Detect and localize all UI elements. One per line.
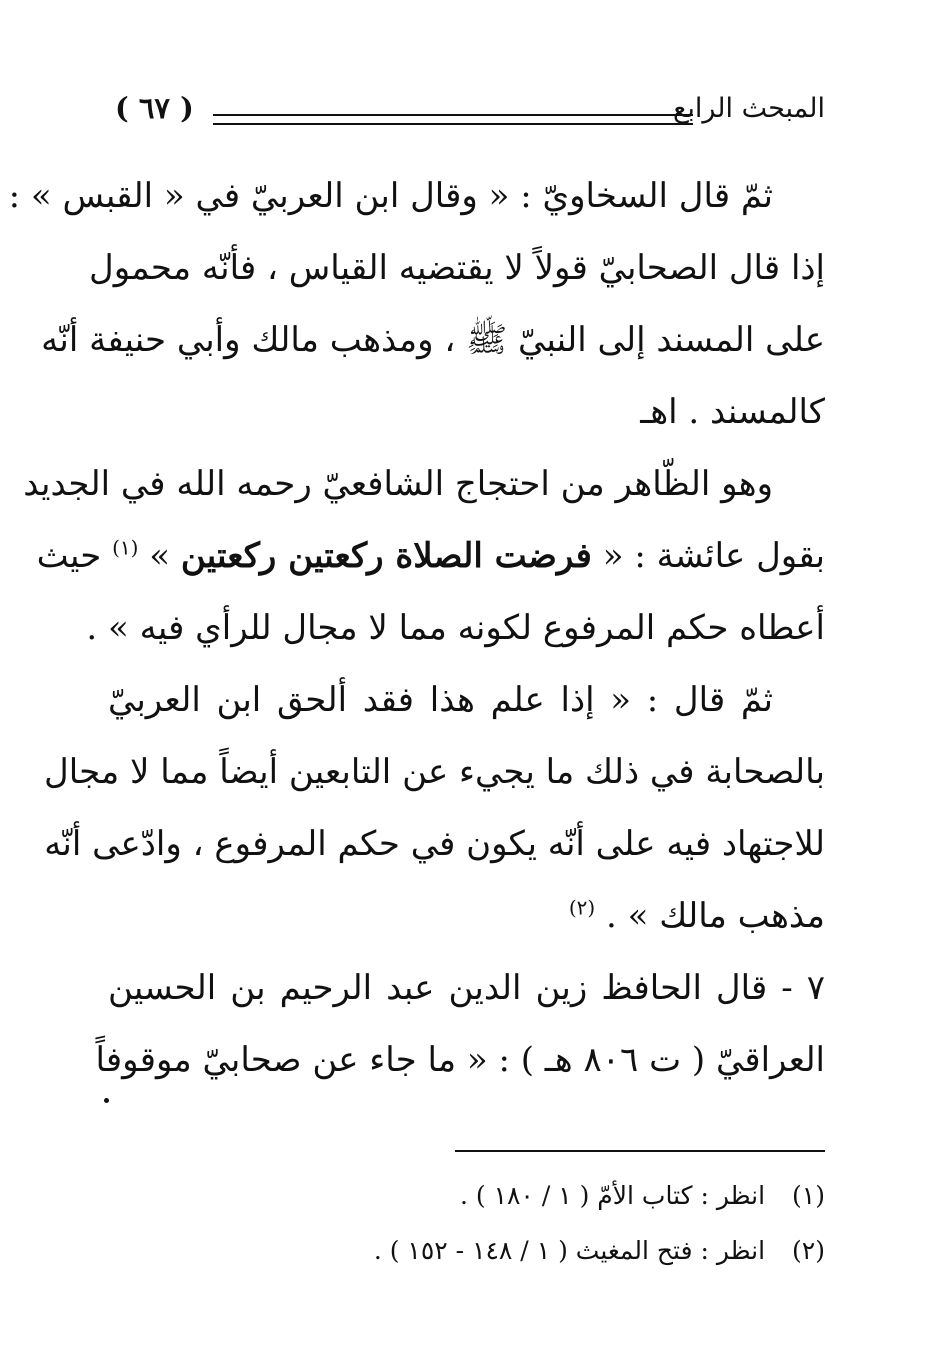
footnote-separator (455, 1150, 825, 1152)
text-line-2: إذا قال الصحابيّ قولاً لا يقتضيه القياس ، فأنّه محمول (89, 248, 825, 288)
text-line-7: أعطاه حكم المرفوع لكونه مما لا مجال للرأي فيه » . (86, 608, 825, 648)
footnote-text: انظر : كتاب الأمّ ( ١ / ١٨٠ ) . (459, 1181, 766, 1210)
main-text (8, 160, 825, 1096)
footnote-ref-2[interactable]: (٢) (568, 895, 596, 920)
text-line-11 (108, 880, 825, 952)
text-line-5: وهو الظّاهر من احتجاج الشافعيّ رحمه الله في الجديد (23, 464, 773, 504)
trailing-dot (104, 1098, 109, 1103)
text-line-13: العراقيّ ( ت ٨٠٦ هـ ) : « ما جاء عن صحابيّ موقوفاً (95, 1040, 825, 1080)
line-text: مذهب مالك » . (606, 896, 825, 936)
footnote-1 (225, 1168, 825, 1223)
text-line-3: على المسند إلى النبيّ ﷺ ، ومذهب مالك وأبي حنيفة أنّه (41, 320, 825, 360)
footnote-text: انظر : فتح المغيث ( ١ / ١٤٨ - ١٥٢ ) . (373, 1236, 766, 1265)
quote-intro: بقول عائشة : « (602, 536, 825, 576)
header-double-rule (213, 114, 693, 125)
text-line-4: كالمسند . اهـ (640, 392, 825, 432)
line-tail: حيث (36, 536, 102, 576)
text-line-8: ثمّ قال : « إذا علم هذا فقد ألحق ابن العربيّ (108, 680, 773, 720)
text-line-9: بالصحابة في ذلك ما يجيء عن التابعين أيضاً مما لا مجال (44, 752, 825, 792)
footnote-ref-1[interactable]: (١) (112, 535, 139, 560)
footnote-number: (١) (792, 1181, 825, 1210)
text-line-6 (36, 520, 825, 592)
quote-close: » (149, 536, 171, 576)
text-line-1: ثمّ قال السخاويّ : « وقال ابن العربيّ في « القبس » : (8, 176, 773, 216)
text-line-10: للاجتهاد فيه على أنّه يكون في حكم المرفوع ، وادّعى أنّه (44, 824, 825, 864)
chapter-title: المبحث الرابع (672, 93, 825, 124)
text-line-12: ٧ - قال الحافظ زين الدين عبد الرحيم بن الحسين (108, 968, 825, 1008)
footnote-number: (٢) (792, 1236, 825, 1265)
hadith-quote: فرضت الصلاة ركعتين ركعتين (180, 536, 592, 576)
page-header (115, 86, 825, 136)
footnote-2 (225, 1223, 825, 1278)
page-number: ( ٦٧ ) (115, 91, 194, 125)
footnotes (225, 1168, 825, 1278)
